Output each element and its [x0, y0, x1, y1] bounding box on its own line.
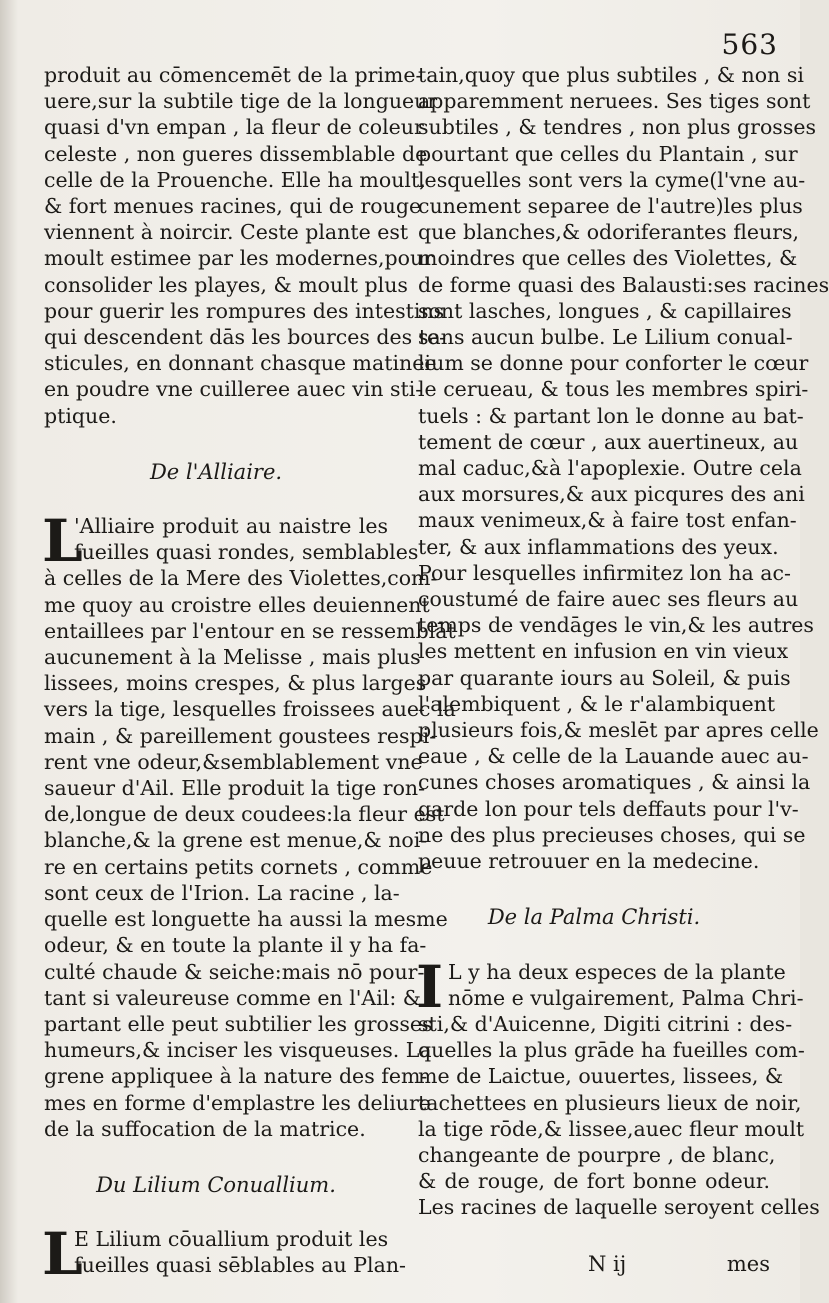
alliaire-paragraph	[42, 507, 456, 1142]
text-line: eaue , & celle de la Lauande auec au-	[418, 744, 809, 769]
text-line: subtiles , & tendres , non plus grosses	[418, 115, 816, 140]
text-line: en poudre vne cuilleree auec vin sti-	[44, 377, 423, 402]
intro-paragraph	[44, 62, 447, 429]
text-line: l'alembiquent , & le r'alambiquent	[418, 691, 776, 716]
text-line: nōme e vulgairement, Palma Chri-	[448, 985, 804, 1010]
lilium-heading: Du Lilium Conuallium.	[96, 1172, 336, 1197]
left-column	[42, 62, 456, 1289]
text-line: celeste , non gueres dissemblable de	[44, 141, 428, 166]
text-line: fueilles quasi sēblables au Plan-	[74, 1253, 406, 1278]
text-line: sont ceux de l'Irion. La racine , la-	[44, 880, 400, 905]
signature-mark: N ij	[588, 1252, 627, 1276]
text-line: me quoy au croistre elles deuiennent	[44, 592, 430, 617]
lilium-continuation	[418, 62, 829, 874]
text-line: lium se donne pour conforter le cœur	[418, 351, 809, 376]
text-line: la tige rōde,& lissee,auec fleur moult	[418, 1116, 805, 1141]
text-line: cunes choses aromatiques , & ainsi la	[418, 770, 811, 795]
text-line: plusieurs fois,& meslēt par apres celle	[418, 718, 819, 743]
text-line: ter, & aux inflammations des yeux.	[418, 534, 779, 559]
text-line: consolider les playes, & moult plus	[44, 272, 408, 297]
text-line: que blanches,& odoriferantes fleurs,	[418, 220, 800, 245]
alliaire-dropcap: L	[42, 507, 83, 576]
page-footer	[418, 1252, 770, 1276]
lilium-paragraph	[42, 1220, 406, 1289]
text-line: par quarante iours au Soleil, & puis	[418, 665, 791, 690]
right-column	[416, 62, 829, 1221]
text-line: sti,& d'Auicenne, Digiti citrini : des-	[418, 1011, 793, 1036]
text-line: saueur d'Ail. Elle produit la tige ron-	[44, 776, 426, 801]
text-line: tain,quoy que plus subtiles , & non si	[418, 63, 804, 87]
text-line: pourtant que celles du Plantain , sur	[418, 141, 798, 166]
text-line: blanche,& la grene est menue,& noi-	[44, 828, 428, 853]
text-line: lissees, moins crespes, & plus larges	[44, 671, 427, 696]
text-line: changeante de pourpre , de blanc,	[418, 1142, 776, 1167]
text-line: mal caduc,&à l'apoplexie. Outre cela	[418, 456, 802, 481]
text-line: quelle est longuette ha aussi la mesme	[44, 907, 448, 932]
text-line: entaillees par l'entour en se ressemblāt	[44, 618, 456, 643]
text-line: main , & pareillement goustees respi-	[44, 723, 437, 748]
text-line: & fort menues racines, qui de rouge	[44, 194, 422, 219]
text-line: Les racines de laquelle seroyent celles	[418, 1195, 820, 1220]
text-line: cunement separee de l'autre)les plus	[418, 194, 803, 219]
text-line: qui descendent dās les bources des te-	[44, 325, 447, 350]
text-line: produit au cōmencemēt de la prime-	[44, 63, 423, 87]
text-line: tuels : & partant lon le donne au bat-	[418, 403, 804, 428]
text-line: uere,sur la subtile tige de la longueur	[44, 89, 438, 114]
text-line: E Lilium cōuallium produit les	[74, 1227, 389, 1252]
text-line: tement de cœur , aux auertineux, au	[418, 429, 799, 454]
text-line: sans aucun bulbe. Le Lilium conual-	[418, 325, 793, 350]
text-line: fueilles quasi rondes, semblables	[74, 540, 419, 565]
text-line: de forme quasi des Balausti:ses racines	[418, 272, 829, 297]
text-line: aux morsures,& aux picqures des ani	[418, 482, 805, 507]
catchword: mes	[726, 1252, 770, 1276]
text-line: sont lasches, longues , & capillaires	[418, 298, 792, 323]
text-line: & de rouge, de fort bonne odeur.	[418, 1169, 770, 1194]
text-line: me de Laictue, ouuertes, lissees, &	[418, 1064, 784, 1089]
text-line: maux venimeux,& à faire tost enfan-	[418, 508, 797, 533]
text-line: rent vne odeur,&semblablement vne	[44, 749, 423, 774]
text-line: 'Alliaire produit au naistre les	[74, 514, 388, 539]
text-line: lesquelles sont vers la cyme(l'vne au-	[418, 167, 806, 192]
text-line: de la suffocation de la matrice.	[44, 1116, 366, 1141]
text-line: le cerueau, & tous les membres spiri-	[418, 377, 809, 402]
palma-paragraph	[416, 952, 820, 1221]
lilium-dropcap: L	[42, 1220, 83, 1289]
text-line: apparemment neruees. Ses tiges sont	[418, 89, 811, 114]
text-line: culté chaude & seiche:mais nō pour-	[44, 959, 425, 984]
text-line: re en certains petits cornets , comme	[44, 854, 433, 879]
text-line: humeurs,& inciser les visqueuses. La	[44, 1038, 432, 1063]
alliaire-heading: De l'Alliaire.	[149, 459, 283, 484]
text-line: tachettees en plusieurs lieux de noir,	[418, 1090, 802, 1115]
text-line: de,longue de deux coudees:la fleur est	[44, 802, 445, 827]
text-line: moult estimee par les modernes,pour	[44, 246, 434, 271]
text-line: temps de vendāges le vin,& les autres	[418, 613, 814, 638]
text-line: viennent à noircir. Ceste plante est	[44, 220, 409, 245]
text-line: sticules, en donnant chasque matinee	[44, 351, 437, 376]
text-line: garde lon pour tels deffauts pour l'v-	[418, 796, 799, 821]
page-number: 563	[721, 28, 778, 61]
text-line: peuue retrouuer en la medecine.	[418, 849, 760, 874]
text-line: aucunement à la Melisse , mais plus	[44, 645, 421, 670]
text-line: à celles de la Mere des Violettes,com-	[44, 566, 438, 591]
text-line: tant si valeureuse comme en l'Ail: &	[44, 985, 421, 1010]
palma-heading: De la Palma Christi.	[487, 905, 701, 930]
palma-dropcap: I	[416, 952, 444, 1021]
text-line: celle de la Prouenche. Elle ha moult,	[44, 167, 426, 192]
text-line: odeur, & en toute la plante il y ha fa-	[44, 933, 427, 958]
text-line: vers la tige, lesquelles froissees auec la	[44, 697, 456, 722]
text-line: quelles la plus grāde ha fueilles com-	[418, 1038, 805, 1063]
text-line: partant elle peut subtilier les grosses	[44, 1011, 433, 1036]
text-line: ptique.	[44, 403, 117, 428]
text-line: grene appliquee à la nature des fem-	[44, 1064, 428, 1089]
text-line: Pour lesquelles infirmitez lon ha ac-	[418, 560, 791, 585]
text-line: ne des plus precieuses choses, qui se	[418, 822, 806, 847]
text-line: quasi d'vn empan , la fleur de coleur	[44, 115, 424, 140]
text-line: mes en forme d'emplastre les deliure	[44, 1090, 431, 1115]
text-line: L y ha deux especes de la plante	[448, 959, 786, 984]
text-line: coustumé de faire auec ses fleurs au	[418, 587, 799, 612]
text-line: pour guerir les rompures des intestins	[44, 298, 445, 323]
text-line: moindres que celles des Violettes, &	[418, 246, 798, 271]
text-line: les mettent en infusion en vin vieux	[418, 639, 789, 664]
